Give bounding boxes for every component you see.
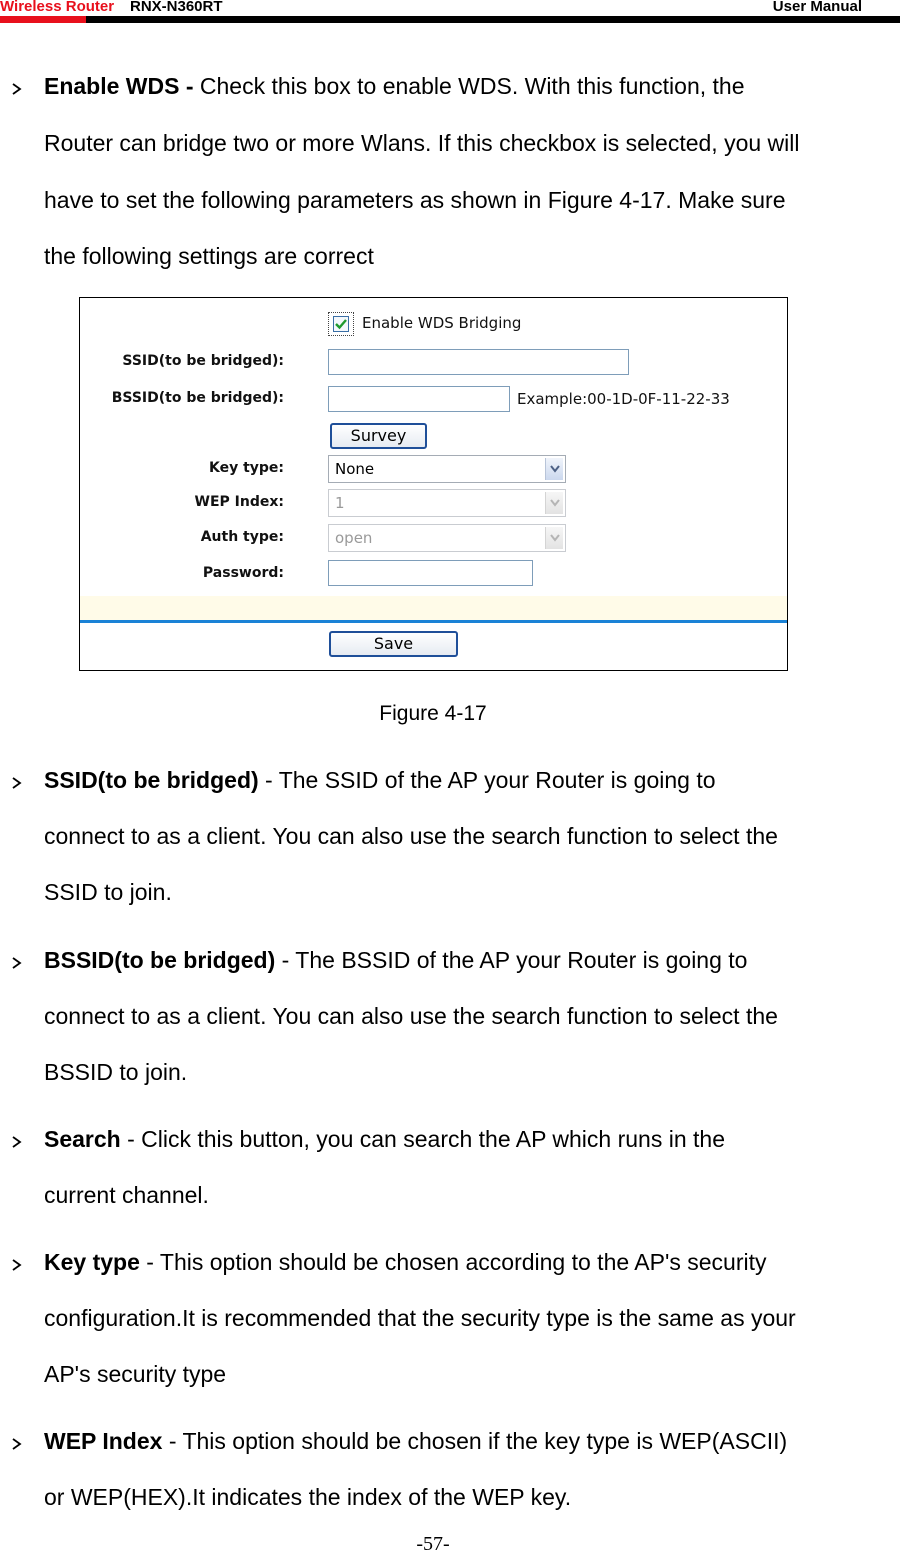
ssid-input[interactable] <box>328 349 629 375</box>
paragraph-line: BSSID to join. <box>44 1059 188 1085</box>
password-input[interactable] <box>328 560 533 586</box>
term-key-type: Key type <box>44 1249 140 1275</box>
page-number: -57- <box>416 1533 450 1555</box>
arrow-bullet-icon <box>10 1437 24 1451</box>
term-search: Search <box>44 1126 121 1152</box>
term-wep-index: WEP Index <box>44 1428 163 1454</box>
text-run: - This option should be chosen according to the AP's security <box>139 1249 767 1275</box>
paragraph-line: SSID to join. <box>44 879 172 905</box>
enable-wds-checkbox[interactable] <box>328 312 354 336</box>
auth-type-label: Auth type: <box>200 529 284 545</box>
paragraph-line <box>44 946 747 974</box>
term-enable-wds: Enable WDS - <box>44 73 194 99</box>
paragraph-line: or WEP(HEX).It indicates the index of the WEP key. <box>44 1484 572 1510</box>
key-type-select[interactable] <box>328 455 566 483</box>
text-run: - The BSSID of the AP your Router is going to <box>275 947 748 973</box>
arrow-bullet-icon <box>10 82 24 96</box>
term-bssid: BSSID(to be bridged) <box>44 947 276 973</box>
wds-settings-figure <box>79 297 788 671</box>
paragraph-line: Router can bridge two or more Wlans. If this checkbox is selected, you will <box>44 130 800 156</box>
paragraph-line <box>44 766 716 794</box>
key-type-label: Key type: <box>208 460 284 476</box>
form-separator <box>80 620 787 623</box>
bssid-label: BSSID(to be bridged): <box>111 390 284 406</box>
header-manual-title: User Manual <box>772 0 862 15</box>
text-run: - The SSID of the AP your Router is going to <box>258 767 716 793</box>
checkbox-box <box>333 316 349 332</box>
survey-button[interactable]: Survey <box>330 423 427 449</box>
text-run: Check this box to enable WDS. With this function, the <box>193 73 745 99</box>
arrow-bullet-icon <box>10 776 24 790</box>
bssid-example-text: Example:00-1D-0F-11-22-33 <box>517 390 730 408</box>
paragraph-line: connect to as a client. You can also use the search function to select the <box>44 823 778 849</box>
header-rule <box>0 16 900 23</box>
save-button[interactable]: Save <box>329 631 458 657</box>
arrow-bullet-icon <box>10 1135 24 1149</box>
paragraph-line <box>44 1248 766 1276</box>
paragraph-line <box>44 1125 725 1153</box>
wep-index-label: WEP Index: <box>194 494 284 510</box>
check-icon <box>334 317 348 331</box>
term-ssid: SSID(to be bridged) <box>44 767 259 793</box>
chevron-down-icon <box>545 492 563 514</box>
arrow-bullet-icon <box>10 1258 24 1272</box>
key-type-value: None <box>335 460 375 478</box>
paragraph-line: connect to as a client. You can also use the search function to select the <box>44 1003 778 1029</box>
wep-index-select[interactable] <box>328 489 566 517</box>
chevron-down-icon <box>545 527 563 549</box>
enable-wds-label: Enable WDS Bridging <box>362 314 522 332</box>
paragraph-line: the following settings are correct <box>44 243 374 269</box>
auth-type-value: open <box>335 529 373 547</box>
chevron-down-icon <box>545 458 563 480</box>
paragraph-line: current channel. <box>44 1182 209 1208</box>
bssid-input[interactable] <box>328 386 510 412</box>
wep-index-value: 1 <box>335 494 345 512</box>
paragraph-line: have to set the following parameters as shown in Figure 4-17. Make sure <box>44 187 786 213</box>
arrow-bullet-icon <box>10 956 24 970</box>
text-run: - This option should be chosen if the key type is WEP(ASCII) <box>162 1428 788 1454</box>
header-brand: Wireless Router <box>0 0 115 15</box>
password-label: Password: <box>202 565 284 581</box>
header-model: RNX-N360RT <box>130 0 223 15</box>
ssid-label: SSID(to be bridged): <box>122 353 284 369</box>
auth-type-select[interactable] <box>328 524 566 552</box>
paragraph-line: configuration.It is recommended that the security type is the same as your <box>44 1305 796 1331</box>
page-header <box>0 0 900 26</box>
paragraph-line <box>44 72 745 100</box>
text-run: - Click this button, you can search the AP which runs in the <box>120 1126 725 1152</box>
form-footer-band <box>80 596 787 620</box>
paragraph-line: AP's security type <box>44 1361 227 1387</box>
header-rule-accent <box>0 16 86 23</box>
paragraph-line <box>44 1427 787 1455</box>
figure-caption: Figure 4-17 <box>379 702 487 725</box>
